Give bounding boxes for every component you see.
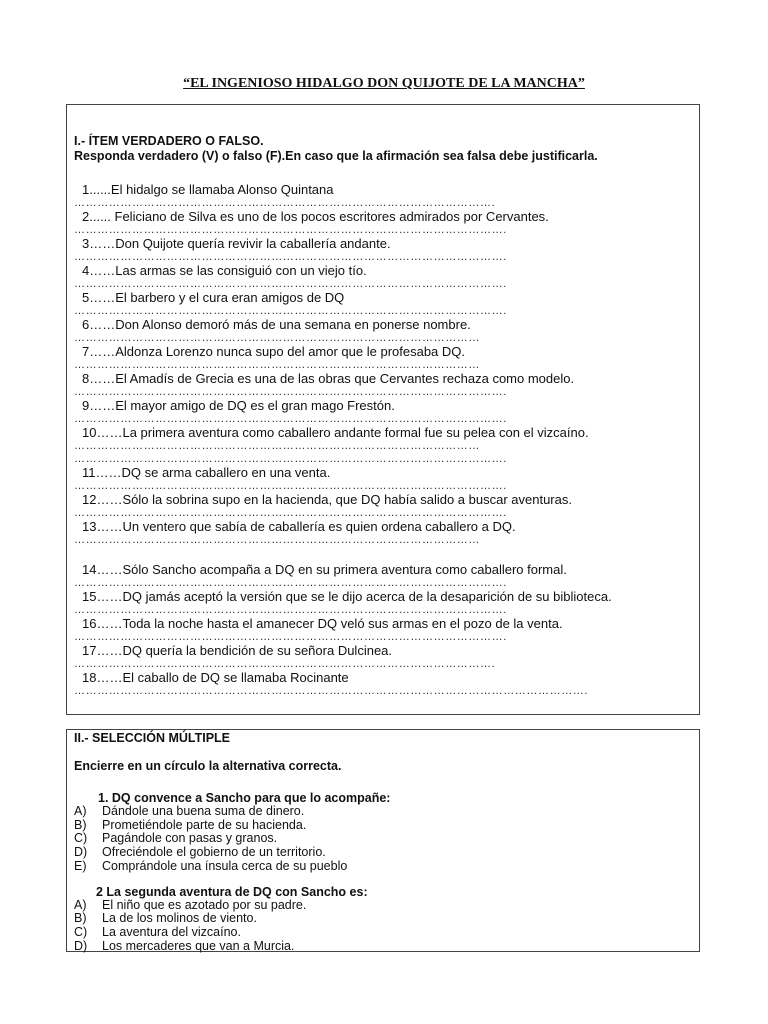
mc-options (74, 805, 699, 874)
mc-option-d[interactable] (74, 846, 699, 860)
tf-item-text: 14……Sólo Sancho acompaña a DQ en su primera aventura como caballero formal. (82, 562, 567, 577)
option-letter: A) (74, 897, 87, 912)
tf-item-text: 17……DQ quería la bendición de su señora Dulcinea. (82, 643, 393, 658)
mc-question-2 (74, 885, 699, 954)
answer-line: ……………………………………………………………………………………………………………………. (74, 685, 589, 697)
tf-item-text: 13……Un ventero que sabía de caballería es quien ordena caballero a DQ. (82, 519, 516, 534)
section-1-heading: I.- ÍTEM VERDADERO O FALSO. (74, 134, 264, 148)
option-letter: B) (74, 911, 87, 926)
option-text: La aventura del vizcaíno. (102, 924, 241, 939)
answer-line: …………………………………………………………………………………………………. (74, 224, 507, 236)
tf-item-text: 9……El mayor amigo de DQ es el gran mago Frestón. (82, 398, 395, 413)
option-text: Los mercaderes que van a Murcia. (102, 938, 295, 953)
answer-line: …………………………………………………………………………………………………. (74, 386, 507, 398)
section-2-heading: II.- SELECCIÓN MÚLTIPLE (74, 731, 231, 745)
option-letter: D) (74, 938, 88, 953)
mc-options (74, 899, 699, 954)
option-text: Comprándole una ínsula cerca de su pueblo (102, 858, 348, 873)
tf-item-text: 7……Aldonza Lorenzo nunca supo del amor que le profesaba DQ. (82, 344, 466, 359)
answer-line: …………………………………………………………………………………………………. (74, 305, 507, 317)
true-false-items (74, 183, 699, 698)
option-letter: C) (74, 924, 88, 939)
answer-line: …………………………………………………………………………………………………. (74, 453, 507, 465)
tf-item-14 (74, 563, 699, 590)
tf-item-9 (74, 399, 699, 426)
mc-option-a[interactable] (74, 805, 699, 819)
tf-item-text: 15……DQ jamás aceptó la versión que se le dijo acerca de la desaparición de su biblioteca. (82, 589, 612, 604)
tf-item-text: 10……La primera aventura como caballero andante formal fue su pelea con el vizcaíno. (82, 425, 589, 440)
option-text: Dándole una buena suma de dinero. (102, 804, 305, 818)
multiple-choice-section (66, 729, 700, 952)
answer-line: ………………………………………………………………………………………………. (74, 197, 496, 209)
answer-line: …………………………………………………………………………………………………. (74, 604, 507, 616)
mc-option-c[interactable] (74, 926, 699, 940)
tf-item-10 (74, 426, 699, 466)
tf-item-11 (74, 466, 699, 493)
mc-option-d[interactable] (74, 940, 699, 954)
option-letter: D) (74, 845, 88, 860)
mc-option-b[interactable] (74, 912, 699, 926)
tf-item-3 (74, 237, 699, 264)
tf-item-2 (74, 210, 699, 237)
tf-item-text: 18……El caballo de DQ se llamaba Rocinante (82, 670, 349, 685)
option-text: Ofreciéndole el gobierno de un territorio. (102, 845, 326, 860)
tf-item-text: 1......El hidalgo se llamaba Alonso Quintana (82, 182, 334, 197)
option-text: La de los molinos de viento. (102, 911, 257, 926)
answer-line: …………………………………………………………………………………………………. (74, 413, 507, 425)
mc-option-e[interactable] (74, 860, 699, 874)
tf-item-text: 5……El barbero y el cura eran amigos de DQ (82, 290, 345, 305)
true-false-section (66, 104, 700, 715)
tf-item-15 (74, 590, 699, 617)
tf-item-5 (74, 291, 699, 318)
tf-item-17 (74, 644, 699, 671)
tf-item-16 (74, 617, 699, 644)
tf-item-6 (74, 318, 699, 345)
answer-line: …………………………………………………………………………………………………. (74, 631, 507, 643)
section-2-instruction: Encierre en un círculo la alternativa correcta. (74, 759, 342, 773)
answer-line: …………………………………………………………………………………………… (74, 440, 480, 452)
tf-item-text: 11……DQ se arma caballero en una venta. (82, 465, 331, 480)
option-letter: B) (74, 817, 87, 832)
tf-item-18 (74, 671, 699, 698)
mc-question-text: 1. DQ convence a Sancho para que lo acompañe: (98, 791, 391, 805)
option-text: Prometiéndole parte de su hacienda. (102, 817, 307, 832)
tf-item-13 (74, 520, 699, 547)
option-letter: C) (74, 831, 88, 846)
option-letter: A) (74, 804, 87, 818)
answer-line: …………………………………………………………………………………………… (74, 534, 480, 546)
tf-item-text: 16……Toda la noche hasta el amanecer DQ veló sus armas en el pozo de la venta. (82, 616, 563, 631)
option-letter: E) (74, 858, 87, 873)
tf-item-text: 8……El Amadís de Grecia es una de las obras que Cervantes rechaza como modelo. (82, 371, 575, 386)
tf-item-4 (74, 264, 699, 291)
answer-line: …………………………………………………………………………………………………. (74, 278, 507, 290)
answer-line: …………………………………………………………………………………………… (74, 332, 480, 344)
answer-line: …………………………………………………………………………………………… (74, 359, 480, 371)
answer-line: ………………………………………………………………………………………………. (74, 658, 496, 670)
tf-item-text: 4……Las armas se las consiguió con un viejo tío. (82, 263, 367, 278)
tf-item-text: 12……Sólo la sobrina supo en la hacienda, que DQ había salido a buscar aventuras. (82, 492, 572, 507)
document-title: “EL INGENIOSO HIDALGO DON QUIJOTE DE LA MANCHA” (183, 76, 585, 91)
tf-item-12 (74, 493, 699, 520)
tf-item-1 (74, 183, 699, 210)
mc-option-b[interactable] (74, 819, 699, 833)
mc-option-c[interactable] (74, 832, 699, 846)
mc-option-a[interactable] (74, 899, 699, 913)
mc-question-1 (74, 791, 699, 874)
spacer (74, 547, 699, 563)
tf-item-text: 3……Don Quijote quería revivir la caballería andante. (82, 236, 391, 251)
answer-line: …………………………………………………………………………………………………. (74, 507, 507, 519)
answer-line: …………………………………………………………………………………………………. (74, 480, 507, 492)
section-1-instruction: Responda verdadero (V) o falso (F).En caso que la afirmación sea falsa debe justificarla. (74, 149, 598, 163)
answer-line: …………………………………………………………………………………………………. (74, 577, 507, 589)
tf-item-text: 6……Don Alonso demoró más de una semana en ponerse nombre. (82, 317, 471, 332)
tf-item-text: 2...... Feliciano de Silva es uno de los pocos escritores admirados por Cervantes. (82, 209, 549, 224)
mc-question-text: 2 La segunda aventura de DQ con Sancho es: (96, 884, 368, 899)
option-text: Pagándole con pasas y granos. (102, 831, 278, 846)
tf-item-7 (74, 345, 699, 372)
option-text: El niño que es azotado por su padre. (102, 897, 307, 912)
answer-line: …………………………………………………………………………………………………. (74, 251, 507, 263)
tf-item-8 (74, 372, 699, 399)
